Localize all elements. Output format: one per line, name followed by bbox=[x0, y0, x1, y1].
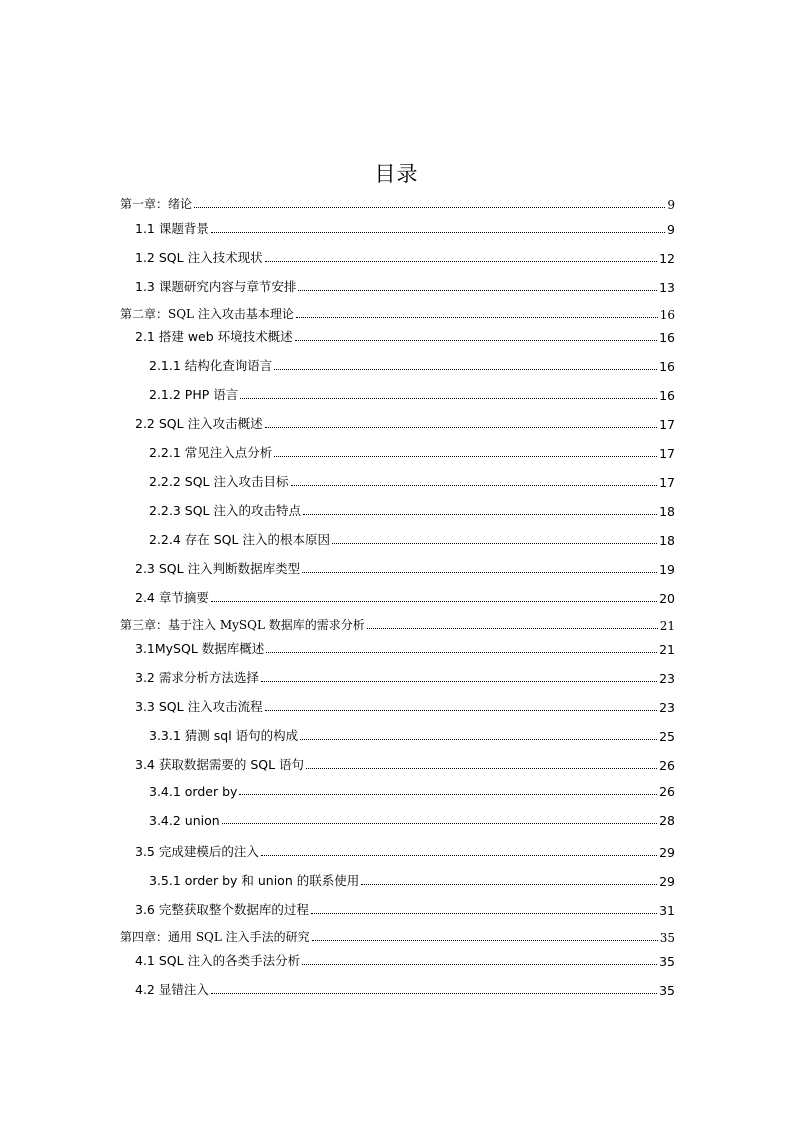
toc-title: 目录 bbox=[374, 162, 419, 186]
toc-dot-leader bbox=[302, 572, 657, 573]
toc-dot-leader bbox=[265, 261, 658, 262]
toc-entry[interactable] bbox=[135, 588, 675, 606]
toc-entry-page: 35 bbox=[659, 983, 675, 998]
toc-entry[interactable] bbox=[135, 842, 675, 860]
toc-entry-page: 21 bbox=[659, 642, 675, 657]
toc-entry-label: 3.1MySQL 数据库概述 bbox=[135, 641, 265, 656]
toc-entry[interactable] bbox=[149, 813, 675, 828]
toc-entry[interactable] bbox=[149, 530, 675, 548]
toc-entry-label: 2.2.1 常见注入点分析 bbox=[149, 445, 273, 460]
toc-entry-page: 13 bbox=[659, 280, 675, 295]
toc-entry-page: 16 bbox=[659, 359, 675, 374]
toc-entry-label: 2.1 搭建 web 环境技术概述 bbox=[135, 329, 293, 344]
toc-entry-page: 28 bbox=[659, 813, 675, 828]
toc-entry-label: 2.2.4 存在 SQL 注入的根本原因 bbox=[149, 532, 330, 547]
toc-entry[interactable] bbox=[149, 472, 675, 490]
toc-entry-page: 17 bbox=[659, 417, 675, 432]
toc-dot-leader bbox=[303, 514, 657, 515]
toc-entry[interactable] bbox=[149, 501, 675, 519]
toc-entry-label: 2.2.2 SQL 注入攻击目标 bbox=[149, 474, 289, 489]
toc-entry-page: 12 bbox=[659, 251, 675, 266]
toc-entry[interactable] bbox=[135, 980, 675, 998]
toc-entry[interactable] bbox=[135, 951, 675, 969]
toc-entry[interactable] bbox=[135, 755, 675, 773]
toc-entry-label: 第三章：基于注入 MySQL 数据库的需求分析 bbox=[120, 618, 365, 632]
toc-entry-label: 3.4.2 union bbox=[149, 813, 220, 828]
toc-entry-page: 26 bbox=[659, 784, 675, 799]
toc-entry-label: 2.2.3 SQL 注入的攻击特点 bbox=[149, 503, 301, 518]
toc-entry-label: 4.2 显错注入 bbox=[135, 982, 209, 997]
toc-dot-leader bbox=[291, 485, 658, 486]
toc-entry-label: 第一章：绪论 bbox=[120, 197, 193, 211]
toc-entry-page: 19 bbox=[659, 562, 675, 577]
toc-entry-page: 23 bbox=[659, 671, 675, 686]
toc-entry-label: 2.1.2 PHP 语言 bbox=[149, 387, 239, 402]
toc-entry-label: 1.3 课题研究内容与章节安排 bbox=[135, 279, 297, 294]
toc-entry[interactable] bbox=[149, 356, 675, 374]
toc-dot-leader bbox=[296, 317, 658, 318]
toc-entry[interactable] bbox=[120, 195, 675, 212]
toc-entry-label: 第二章：SQL 注入攻击基本理论 bbox=[120, 307, 294, 321]
toc-entry-page: 9 bbox=[667, 222, 675, 237]
toc-dot-leader bbox=[361, 884, 657, 885]
toc-entry[interactable] bbox=[149, 784, 675, 799]
toc-dot-leader bbox=[332, 543, 657, 544]
toc-entry[interactable] bbox=[135, 277, 675, 295]
toc-entry[interactable] bbox=[135, 248, 675, 266]
toc-entry-label: 3.5.1 order by 和 union 的联系使用 bbox=[149, 873, 360, 888]
toc-entry[interactable] bbox=[135, 697, 675, 715]
toc-entry-page: 35 bbox=[659, 954, 675, 969]
toc-entry-page: 16 bbox=[659, 330, 675, 345]
toc-entry[interactable] bbox=[135, 327, 675, 345]
toc-entry-label: 3.4 获取数据需要的 SQL 语句 bbox=[135, 757, 305, 772]
toc-dot-leader bbox=[194, 207, 665, 208]
toc-dot-leader bbox=[312, 940, 658, 941]
toc-dot-leader bbox=[306, 768, 657, 769]
toc-entry-label: 3.6 完整获取整个数据库的过程 bbox=[135, 902, 309, 917]
toc-entry-label: 3.4.1 order by bbox=[149, 784, 238, 799]
toc-dot-leader bbox=[266, 652, 657, 653]
toc-entry[interactable] bbox=[149, 871, 675, 889]
toc-entry[interactable] bbox=[135, 639, 675, 657]
toc-dot-leader bbox=[240, 398, 657, 399]
toc-entry-page: 17 bbox=[659, 475, 675, 490]
toc-entry[interactable] bbox=[135, 414, 675, 432]
toc-dot-leader bbox=[367, 628, 658, 629]
toc-entry-page: 18 bbox=[659, 533, 675, 548]
toc-entry[interactable] bbox=[120, 305, 675, 322]
toc-entry-label: 第四章：通用 SQL 注入手法的研究 bbox=[120, 930, 310, 944]
toc-entry[interactable] bbox=[135, 559, 675, 577]
toc-entry[interactable] bbox=[135, 900, 675, 918]
toc-dot-leader bbox=[311, 913, 657, 914]
toc-dot-leader bbox=[265, 427, 658, 428]
toc-dot-leader bbox=[300, 739, 657, 740]
toc-entry-page: 35 bbox=[659, 931, 675, 945]
toc-entry[interactable] bbox=[149, 726, 675, 744]
toc-entry-label: 3.3 SQL 注入攻击流程 bbox=[135, 699, 263, 714]
toc-dot-leader bbox=[222, 823, 657, 824]
toc-entry-page: 16 bbox=[659, 388, 675, 403]
toc-dot-leader bbox=[295, 340, 657, 341]
toc-dot-leader bbox=[274, 369, 657, 370]
toc-dot-leader bbox=[211, 601, 657, 602]
toc-entry-label: 1.2 SQL 注入技术现状 bbox=[135, 250, 263, 265]
toc-entry-page: 17 bbox=[659, 446, 675, 461]
toc-entry[interactable] bbox=[149, 385, 675, 403]
toc-dot-leader bbox=[261, 681, 657, 682]
toc-entry-label: 2.4 章节摘要 bbox=[135, 590, 209, 605]
toc-entry-page: 25 bbox=[659, 729, 675, 744]
toc-dot-leader bbox=[298, 290, 657, 291]
toc-dot-leader bbox=[302, 964, 657, 965]
toc-entry[interactable] bbox=[135, 668, 675, 686]
toc-entry-page: 18 bbox=[659, 504, 675, 519]
toc-entry-page: 29 bbox=[659, 845, 675, 860]
toc-dot-leader bbox=[211, 232, 665, 233]
toc-entry-label: 2.2 SQL 注入攻击概述 bbox=[135, 416, 263, 431]
toc-entry-label: 2.3 SQL 注入判断数据库类型 bbox=[135, 561, 301, 576]
toc-entry-label: 3.3.1 猜测 sql 语句的构成 bbox=[149, 728, 299, 743]
toc-entry-page: 21 bbox=[659, 619, 675, 633]
toc-entry-label: 2.1.1 结构化查询语言 bbox=[149, 358, 273, 373]
toc-entry-label: 3.2 需求分析方法选择 bbox=[135, 670, 259, 685]
toc-entry[interactable] bbox=[120, 928, 675, 945]
toc-entry-label: 3.5 完成建模后的注入 bbox=[135, 844, 259, 859]
toc-entry-page: 16 bbox=[659, 308, 675, 322]
toc-entry[interactable] bbox=[149, 443, 675, 461]
toc-entry-page: 23 bbox=[659, 700, 675, 715]
toc-entry[interactable] bbox=[135, 219, 675, 237]
toc-entry-label: 1.1 课题背景 bbox=[135, 221, 209, 236]
toc-entry-label: 4.1 SQL 注入的各类手法分析 bbox=[135, 953, 301, 968]
toc-entry-page: 20 bbox=[659, 591, 675, 606]
toc-entry[interactable] bbox=[120, 616, 675, 633]
toc-entry-page: 29 bbox=[659, 874, 675, 889]
toc-dot-leader bbox=[265, 710, 658, 711]
toc-dot-leader bbox=[239, 794, 657, 795]
toc-entry-page: 31 bbox=[659, 903, 675, 918]
toc-dot-leader bbox=[261, 855, 657, 856]
toc-entry-page: 26 bbox=[659, 758, 675, 773]
toc-entry-page: 9 bbox=[667, 198, 675, 212]
toc-dot-leader bbox=[211, 993, 657, 994]
toc-dot-leader bbox=[274, 456, 657, 457]
